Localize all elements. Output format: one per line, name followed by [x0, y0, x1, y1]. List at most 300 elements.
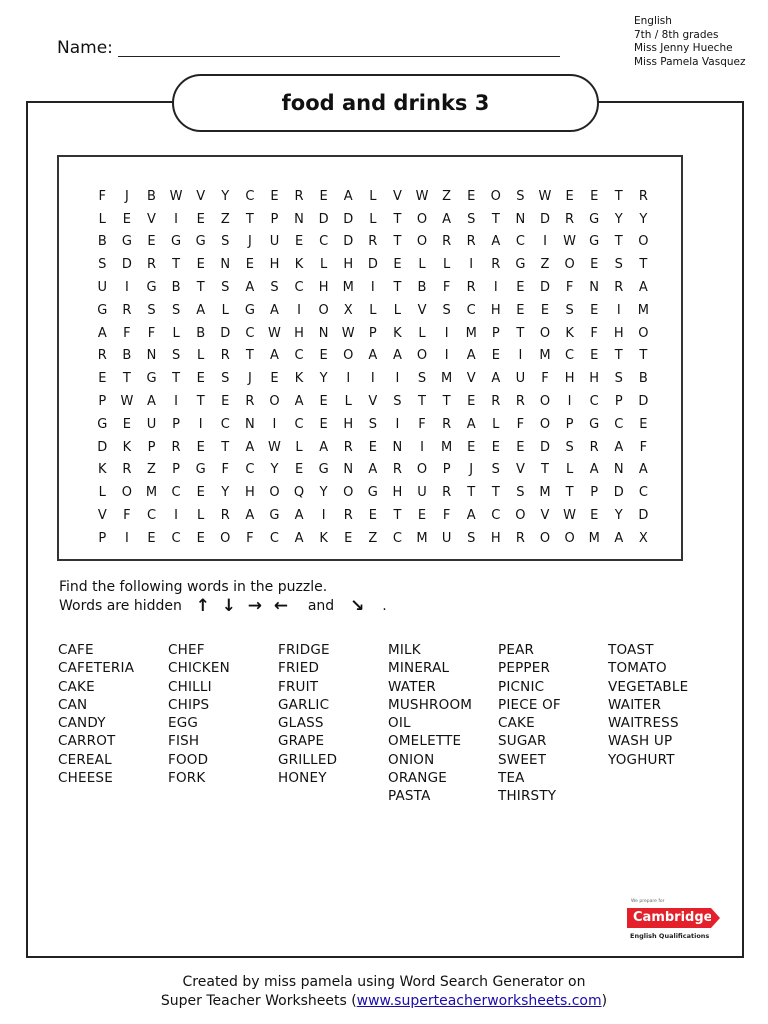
grid-letter[interactable]: R	[343, 508, 353, 524]
grid-letter[interactable]: T	[393, 508, 402, 524]
grid-letter[interactable]: F	[565, 280, 574, 296]
grid-letter[interactable]: O	[318, 302, 329, 318]
grid-letter[interactable]: L	[320, 257, 328, 273]
grid-letter[interactable]: N	[146, 348, 157, 364]
grid-letter[interactable]: H	[318, 280, 329, 296]
grid-letter[interactable]: H	[269, 257, 280, 273]
grid-letter[interactable]: P	[491, 325, 500, 341]
grid-letter[interactable]: A	[491, 234, 501, 250]
grid-letter[interactable]: L	[492, 416, 500, 432]
grid-letter[interactable]: H	[343, 416, 354, 432]
grid-letter[interactable]: V	[147, 211, 156, 227]
grid-letter[interactable]: S	[516, 188, 525, 204]
grid-letter[interactable]: D	[539, 211, 550, 227]
grid-letter[interactable]: E	[639, 416, 648, 432]
grid-letter[interactable]: Y	[221, 188, 230, 204]
grid-letter[interactable]: M	[588, 530, 600, 546]
grid-letter[interactable]: E	[122, 416, 131, 432]
grid-letter[interactable]: O	[539, 416, 551, 432]
grid-letter[interactable]: T	[245, 348, 254, 364]
grid-letter[interactable]: Y	[319, 371, 328, 387]
grid-letter[interactable]: T	[172, 371, 181, 387]
grid-letter[interactable]: O	[564, 257, 575, 273]
grid-letter[interactable]: H	[294, 325, 304, 341]
grid-letter[interactable]: A	[614, 439, 624, 455]
grid-letter[interactable]: S	[171, 348, 181, 364]
grid-letter[interactable]: D	[367, 257, 378, 273]
grid-letter[interactable]: H	[343, 257, 354, 273]
grid-letter[interactable]: P	[172, 462, 180, 478]
grid-letter[interactable]: A	[491, 371, 501, 387]
grid-letter[interactable]: G	[146, 280, 157, 296]
grid-letter[interactable]: T	[491, 485, 500, 501]
grid-letter[interactable]: Y	[221, 485, 230, 501]
grid-letter[interactable]: S	[491, 462, 500, 478]
grid-letter[interactable]: O	[220, 530, 231, 546]
grid-letter[interactable]: E	[196, 211, 205, 227]
grid-letter[interactable]: M	[465, 325, 477, 341]
grid-letter[interactable]: A	[245, 508, 255, 524]
grid-letter[interactable]: F	[442, 280, 451, 296]
grid-letter[interactable]: S	[614, 257, 623, 273]
grid-letter[interactable]: A	[638, 462, 648, 478]
grid-letter[interactable]: S	[98, 257, 107, 273]
grid-letter[interactable]: R	[638, 188, 648, 204]
grid-letter[interactable]: D	[97, 439, 108, 455]
grid-letter[interactable]: R	[294, 188, 304, 204]
grid-letter[interactable]: I	[124, 530, 129, 546]
grid-letter[interactable]: E	[516, 439, 525, 455]
grid-letter[interactable]: T	[614, 188, 623, 204]
grid-letter[interactable]: B	[97, 234, 107, 250]
grid-letter[interactable]: A	[245, 280, 255, 296]
grid-letter[interactable]: S	[221, 234, 230, 250]
grid-letter[interactable]: C	[171, 530, 181, 546]
grid-letter[interactable]: A	[589, 462, 599, 478]
grid-letter[interactable]: A	[392, 348, 402, 364]
grid-letter[interactable]: M	[145, 485, 158, 501]
grid-letter[interactable]: N	[589, 280, 600, 296]
grid-letter[interactable]: A	[368, 462, 378, 478]
grid-letter[interactable]: T	[516, 325, 525, 341]
grid-letter[interactable]: E	[393, 257, 402, 273]
grid-letter[interactable]: G	[121, 234, 132, 250]
grid-letter[interactable]: Z	[220, 211, 230, 227]
grid-letter[interactable]: S	[467, 211, 476, 227]
grid-letter[interactable]: I	[395, 416, 400, 432]
grid-letter[interactable]: S	[516, 485, 525, 501]
grid-letter[interactable]: T	[418, 394, 426, 410]
grid-letter[interactable]: A	[270, 348, 279, 364]
grid-letter[interactable]: R	[171, 439, 181, 455]
grid-letter[interactable]: E	[294, 234, 304, 250]
grid-letter[interactable]: G	[195, 234, 206, 250]
grid-letter[interactable]: D	[539, 439, 550, 455]
grid-letter[interactable]: O	[121, 485, 132, 501]
grid-letter[interactable]: F	[221, 462, 229, 478]
grid-letter[interactable]: P	[172, 416, 180, 432]
grid-letter[interactable]: O	[539, 325, 551, 341]
grid-letter[interactable]: E	[467, 439, 476, 455]
grid-letter[interactable]: R	[442, 485, 452, 501]
grid-letter[interactable]: W	[341, 325, 355, 341]
grid-letter[interactable]: R	[220, 508, 230, 524]
grid-letter[interactable]: B	[122, 348, 132, 364]
grid-letter[interactable]: E	[491, 439, 500, 455]
grid-letter[interactable]: V	[417, 302, 427, 318]
grid-letter[interactable]: L	[197, 508, 205, 524]
grid-letter[interactable]: F	[147, 325, 156, 341]
grid-letter[interactable]: V	[196, 188, 206, 204]
grid-letter[interactable]: C	[589, 394, 599, 410]
grid-letter[interactable]: C	[294, 416, 304, 432]
grid-letter[interactable]: G	[367, 485, 378, 501]
grid-letter[interactable]: Y	[614, 211, 623, 227]
grid-letter[interactable]: S	[221, 371, 230, 387]
grid-letter[interactable]: R	[515, 530, 525, 546]
grid-letter[interactable]: C	[638, 485, 648, 501]
grid-letter[interactable]: I	[272, 416, 277, 432]
grid-letter[interactable]: R	[97, 348, 107, 364]
grid-letter[interactable]: R	[442, 234, 452, 250]
grid-letter[interactable]: V	[392, 188, 402, 204]
grid-letter[interactable]: E	[196, 485, 205, 501]
grid-letter[interactable]: O	[416, 348, 428, 364]
grid-letter[interactable]: R	[343, 439, 353, 455]
grid-letter[interactable]: N	[318, 325, 329, 341]
grid-letter[interactable]: V	[515, 462, 525, 478]
grid-letter[interactable]: I	[174, 394, 178, 410]
grid-letter[interactable]: E	[196, 371, 205, 387]
grid-letter[interactable]: U	[146, 416, 157, 432]
grid-letter[interactable]: A	[319, 439, 329, 455]
grid-letter[interactable]: I	[444, 348, 449, 364]
grid-letter[interactable]: O	[564, 530, 575, 546]
grid-letter[interactable]: R	[466, 234, 476, 250]
grid-letter[interactable]: A	[466, 508, 476, 524]
name-line[interactable]	[118, 56, 560, 57]
grid-letter[interactable]: R	[122, 462, 132, 478]
grid-letter[interactable]: O	[638, 234, 649, 250]
grid-letter[interactable]: M	[539, 485, 551, 501]
grid-letter[interactable]: W	[268, 439, 281, 455]
grid-letter[interactable]: S	[565, 302, 574, 318]
grid-letter[interactable]: E	[590, 302, 599, 318]
grid-letter[interactable]: P	[614, 394, 623, 410]
grid-letter[interactable]: E	[147, 530, 156, 546]
grid-letter[interactable]: F	[123, 325, 131, 341]
grid-letter[interactable]: W	[563, 508, 576, 524]
grid-letter[interactable]: T	[565, 485, 574, 501]
grid-letter[interactable]: P	[147, 439, 156, 455]
grid-letter[interactable]: C	[294, 348, 304, 364]
grid-letter[interactable]: T	[393, 211, 402, 227]
grid-letter[interactable]: E	[516, 280, 525, 296]
grid-letter[interactable]: F	[590, 325, 598, 341]
grid-letter[interactable]: G	[589, 211, 600, 227]
grid-letter[interactable]: G	[515, 257, 526, 273]
grid-letter[interactable]: I	[567, 394, 572, 410]
grid-letter[interactable]: E	[344, 530, 353, 546]
grid-letter[interactable]: S	[442, 302, 451, 318]
grid-letter[interactable]: Z	[368, 530, 378, 546]
grid-letter[interactable]: O	[269, 485, 280, 501]
grid-letter[interactable]: G	[195, 462, 206, 478]
grid-letter[interactable]: I	[469, 257, 474, 273]
grid-letter[interactable]: C	[392, 530, 402, 546]
grid-letter[interactable]: O	[343, 485, 354, 501]
grid-letter[interactable]: M	[441, 371, 453, 387]
grid-letter[interactable]: H	[244, 485, 255, 501]
grid-letter[interactable]: L	[197, 348, 205, 364]
grid-letter[interactable]: T	[196, 280, 205, 296]
grid-letter[interactable]: M	[441, 439, 453, 455]
grid-letter[interactable]: C	[171, 485, 181, 501]
grid-letter[interactable]: T	[393, 234, 402, 250]
grid-letter[interactable]: C	[466, 302, 476, 318]
grid-letter[interactable]: C	[220, 416, 230, 432]
grid-letter[interactable]: H	[589, 371, 600, 387]
grid-letter[interactable]: L	[98, 485, 106, 501]
grid-letter[interactable]: F	[541, 371, 549, 387]
grid-letter[interactable]: A	[196, 302, 206, 318]
grid-letter[interactable]: E	[147, 234, 156, 250]
grid-letter[interactable]: L	[442, 257, 451, 273]
grid-letter[interactable]: N	[515, 211, 526, 227]
grid-letter[interactable]: N	[220, 257, 231, 273]
grid-letter[interactable]: W	[563, 234, 576, 250]
grid-letter[interactable]: E	[368, 508, 377, 524]
grid-letter[interactable]: T	[221, 439, 230, 455]
grid-letter[interactable]: Z	[442, 188, 452, 204]
grid-letter[interactable]: T	[639, 257, 648, 273]
grid-letter[interactable]: S	[147, 302, 156, 318]
grid-letter[interactable]: M	[637, 302, 649, 318]
grid-letter[interactable]: T	[196, 394, 205, 410]
grid-letter[interactable]: L	[172, 325, 180, 341]
grid-letter[interactable]: E	[590, 188, 599, 204]
grid-letter[interactable]: E	[294, 462, 304, 478]
grid-letter[interactable]: O	[539, 530, 551, 546]
grid-letter[interactable]: C	[565, 348, 575, 364]
grid-letter[interactable]: I	[370, 280, 375, 296]
grid-letter[interactable]: E	[270, 188, 279, 204]
grid-letter[interactable]: J	[469, 462, 474, 478]
grid-letter[interactable]: E	[319, 188, 328, 204]
grid-letter[interactable]: N	[613, 462, 624, 478]
grid-letter[interactable]: L	[344, 394, 352, 410]
grid-letter[interactable]: G	[171, 234, 182, 250]
grid-letter[interactable]: G	[318, 462, 329, 478]
grid-letter[interactable]: M	[416, 530, 428, 546]
grid-letter[interactable]: A	[343, 188, 353, 204]
grid-letter[interactable]: R	[466, 280, 476, 296]
grid-letter[interactable]: E	[270, 371, 279, 387]
grid-letter[interactable]: F	[639, 439, 648, 455]
grid-letter[interactable]: A	[466, 348, 476, 364]
grid-letter[interactable]: E	[516, 302, 525, 318]
footer-link[interactable]: www.superteacherworksheets.com	[356, 993, 602, 1009]
grid-letter[interactable]: R	[368, 234, 378, 250]
grid-letter[interactable]: C	[491, 508, 501, 524]
grid-letter[interactable]: C	[294, 280, 304, 296]
grid-letter[interactable]: F	[516, 416, 525, 432]
grid-letter[interactable]: N	[392, 439, 403, 455]
grid-letter[interactable]: E	[491, 348, 500, 364]
grid-letter[interactable]: A	[294, 394, 304, 410]
grid-letter[interactable]: Y	[614, 508, 623, 524]
grid-letter[interactable]: O	[416, 234, 428, 250]
grid-letter[interactable]: T	[245, 211, 254, 227]
grid-letter[interactable]: L	[565, 462, 574, 478]
grid-letter[interactable]: H	[564, 371, 575, 387]
grid-letter[interactable]: R	[515, 394, 525, 410]
grid-letter[interactable]: J	[247, 371, 252, 387]
grid-letter[interactable]: S	[417, 371, 427, 387]
grid-letter[interactable]: S	[270, 280, 279, 296]
grid-letter[interactable]: L	[393, 302, 402, 318]
grid-letter[interactable]: L	[98, 211, 106, 227]
grid-letter[interactable]: I	[174, 508, 178, 524]
grid-letter[interactable]: R	[146, 257, 156, 273]
grid-letter[interactable]: L	[369, 188, 377, 204]
grid-letter[interactable]: I	[493, 280, 498, 296]
grid-letter[interactable]: U	[97, 280, 108, 296]
grid-letter[interactable]: R	[491, 394, 501, 410]
grid-letter[interactable]: A	[368, 348, 378, 364]
grid-letter[interactable]: F	[98, 188, 107, 204]
grid-letter[interactable]: E	[196, 439, 205, 455]
grid-letter[interactable]: S	[467, 530, 476, 546]
grid-letter[interactable]: D	[318, 211, 329, 227]
grid-letter[interactable]: D	[539, 280, 550, 296]
grid-letter[interactable]: R	[245, 394, 255, 410]
grid-letter[interactable]: D	[121, 257, 132, 273]
grid-letter[interactable]: H	[392, 485, 403, 501]
grid-letter[interactable]: Z	[147, 462, 156, 478]
grid-letter[interactable]: O	[269, 394, 280, 410]
grid-letter[interactable]: V	[97, 508, 107, 524]
grid-letter[interactable]: O	[416, 462, 428, 478]
grid-letter[interactable]: K	[319, 530, 328, 546]
grid-letter[interactable]: I	[420, 439, 424, 455]
grid-letter[interactable]: Z	[540, 257, 550, 273]
grid-letter[interactable]: I	[518, 348, 523, 364]
grid-letter[interactable]: E	[590, 348, 599, 364]
grid-letter[interactable]: A	[147, 394, 156, 410]
grid-letter[interactable]: W	[268, 325, 281, 341]
grid-letter[interactable]: E	[467, 394, 476, 410]
grid-letter[interactable]: H	[613, 325, 624, 341]
grid-letter[interactable]: O	[416, 211, 428, 227]
grid-letter[interactable]: B	[171, 280, 181, 296]
grid-letter[interactable]: V	[466, 371, 476, 387]
grid-letter[interactable]: R	[442, 416, 452, 432]
grid-letter[interactable]: Y	[270, 462, 279, 478]
grid-letter[interactable]: V	[540, 508, 550, 524]
grid-letter[interactable]: N	[294, 211, 304, 227]
grid-letter[interactable]: I	[346, 371, 351, 387]
grid-letter[interactable]: E	[196, 530, 205, 546]
grid-letter[interactable]: D	[343, 234, 354, 250]
grid-letter[interactable]: V	[368, 394, 378, 410]
grid-letter[interactable]: X	[638, 530, 648, 546]
grid-letter[interactable]: B	[147, 188, 156, 204]
grid-letter[interactable]: R	[122, 302, 132, 318]
grid-letter[interactable]: P	[98, 530, 107, 546]
grid-letter[interactable]: E	[98, 371, 107, 387]
grid-letter[interactable]: E	[221, 394, 230, 410]
grid-letter[interactable]: E	[319, 416, 328, 432]
grid-letter[interactable]: R	[614, 280, 624, 296]
grid-letter[interactable]: A	[270, 302, 279, 318]
grid-letter[interactable]: A	[294, 508, 304, 524]
grid-letter[interactable]: A	[97, 325, 107, 341]
grid-letter[interactable]: R	[392, 462, 402, 478]
grid-letter[interactable]: E	[122, 211, 131, 227]
grid-letter[interactable]: F	[442, 508, 451, 524]
grid-letter[interactable]: C	[146, 508, 157, 524]
grid-letter[interactable]: D	[638, 394, 649, 410]
grid-letter[interactable]: O	[343, 348, 354, 364]
grid-letter[interactable]: H	[490, 302, 501, 318]
grid-letter[interactable]: O	[539, 394, 551, 410]
grid-letter[interactable]: L	[418, 325, 426, 341]
grid-letter[interactable]: G	[589, 234, 600, 250]
grid-letter[interactable]: X	[343, 302, 353, 318]
grid-letter[interactable]: E	[590, 257, 599, 273]
grid-letter[interactable]: I	[297, 302, 301, 318]
grid-letter[interactable]: T	[467, 485, 476, 501]
grid-letter[interactable]: U	[269, 234, 280, 250]
grid-letter[interactable]: K	[122, 439, 132, 455]
grid-letter[interactable]: W	[415, 188, 429, 204]
grid-letter[interactable]: K	[98, 462, 107, 478]
grid-letter[interactable]: A	[466, 416, 476, 432]
grid-letter[interactable]: T	[122, 371, 131, 387]
grid-letter[interactable]: L	[369, 302, 377, 318]
grid-letter[interactable]: P	[98, 394, 107, 410]
grid-letter[interactable]: D	[638, 508, 649, 524]
grid-letter[interactable]: D	[343, 211, 354, 227]
grid-letter[interactable]: I	[321, 508, 326, 524]
grid-letter[interactable]: T	[614, 234, 623, 250]
grid-letter[interactable]: K	[565, 325, 574, 341]
grid-letter[interactable]: M	[539, 348, 551, 364]
grid-letter[interactable]: C	[269, 530, 279, 546]
grid-letter[interactable]: C	[614, 416, 624, 432]
grid-letter[interactable]: I	[370, 371, 375, 387]
grid-letter[interactable]: E	[245, 257, 254, 273]
grid-letter[interactable]: E	[590, 508, 599, 524]
grid-letter[interactable]: K	[294, 257, 304, 273]
grid-letter[interactable]: U	[417, 485, 427, 501]
grid-letter[interactable]: U	[441, 530, 452, 546]
grid-letter[interactable]: C	[319, 234, 329, 250]
grid-letter[interactable]: A	[442, 211, 452, 227]
grid-letter[interactable]: U	[515, 371, 526, 387]
grid-letter[interactable]: T	[614, 348, 623, 364]
grid-letter[interactable]: L	[369, 211, 377, 227]
grid-letter[interactable]: R	[220, 348, 230, 364]
grid-letter[interactable]: P	[368, 325, 377, 341]
grid-letter[interactable]: C	[245, 462, 255, 478]
grid-letter[interactable]: C	[245, 325, 255, 341]
grid-letter[interactable]: A	[245, 439, 255, 455]
grid-letter[interactable]: Y	[319, 485, 328, 501]
grid-letter[interactable]: I	[174, 211, 178, 227]
grid-letter[interactable]: P	[442, 462, 451, 478]
